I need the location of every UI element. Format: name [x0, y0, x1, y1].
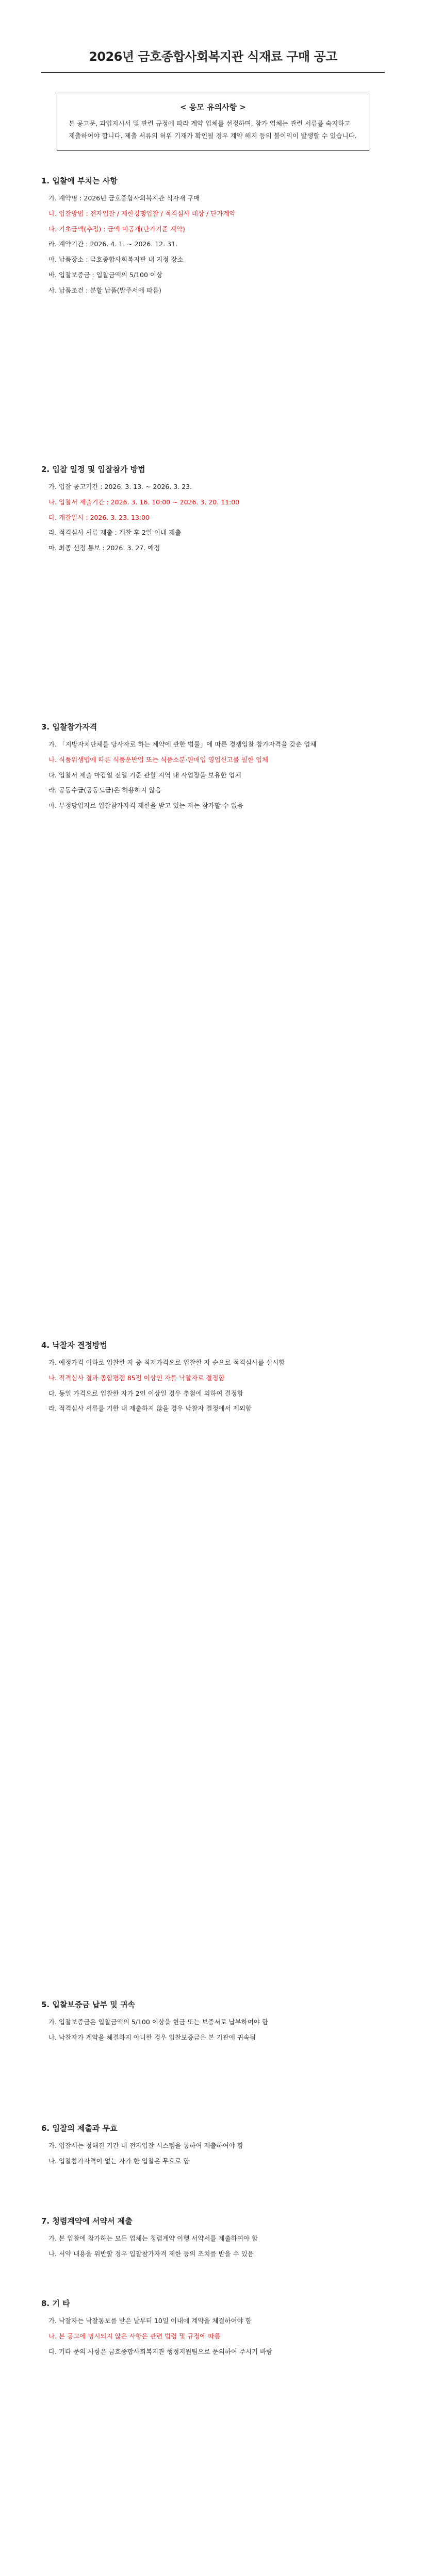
section-title: 3. 입찰참가자격 [41, 722, 97, 732]
section-2 [41, 464, 385, 557]
section-4 [41, 1340, 385, 1418]
section-title: 8. 기 타 [41, 2299, 70, 2308]
section-item: 라. 공동수급(공동도급)은 허용하지 않음 [48, 786, 161, 794]
section-item: 마. 납품장소 : 금호종합사회복지관 내 지정 장소 [48, 256, 184, 263]
section-title: 1. 입찰에 부치는 사항 [41, 176, 118, 185]
notice-heading: < 응모 유의사항 > [180, 103, 246, 112]
section-item: 마. 부정당업자로 입찰참가자격 제한을 받고 있는 자는 참가할 수 없음 [48, 802, 243, 809]
section-item: 가. 입찰 공고기간 : 2026. 3. 13. ~ 2026. 3. 23. [48, 483, 192, 490]
section-item: 라. 적격심사 서류를 기한 내 제출하지 않을 경우 낙찰자 결정에서 제외함 [48, 1404, 252, 1413]
section-item: 가. 예정가격 이하로 입찰한 자 중 최저가격으로 입찰한 자 순으로 적격심사를 실시함 [48, 1359, 285, 1366]
section-7 [41, 2215, 385, 2263]
section-item: 사. 납품조건 : 분할 납품(발주서에 따름) [48, 286, 161, 294]
section-item: 다. 입찰서 제출 마감일 전일 기준 관할 지역 내 사업장을 보유한 업체 [48, 771, 241, 779]
section-item: 나. 입찰서 제출기간 : 2026. 3. 16. 10:00 ~ 2026. 3. 20. 11:00 [48, 498, 240, 506]
section-5 [41, 1999, 385, 2047]
section-item: 가. 입찰보증금은 입찰금액의 5/100 이상을 현금 또는 보증서로 납부하여야 함 [48, 2018, 268, 2026]
section-item: 나. 서약 내용을 위반할 경우 입찰참가자격 제한 등의 조치를 받을 수 있음 [48, 2249, 254, 2258]
section-item: 가. 「지방자치단체를 당사자로 하는 계약에 관한 법률」에 따른 경쟁입찰 참가자격을 갖춘 업체 [48, 740, 317, 748]
page-title: 2026년 금호종합사회복지관 식재료 구매 공고 [89, 49, 337, 64]
notice-box [57, 93, 369, 151]
section-item: 가. 낙찰자는 낙찰통보를 받은 날부터 10일 이내에 계약을 체결하여야 함 [48, 2317, 252, 2325]
section-item: 다. 동일 가격으로 입찰한 자가 2인 이상일 경우 추첨에 의하여 결정함 [48, 1389, 243, 1397]
section-title: 5. 입찰보증금 납부 및 귀속 [41, 2000, 135, 2009]
section-title: 7. 청렴계약에 서약서 제출 [41, 2216, 133, 2226]
section-item: 다. 기타 문의 사항은 금호종합사회복지관 행정지원팀으로 문의하여 주시기 바람 [48, 2347, 273, 2355]
section-item: 다. 개찰일시 : 2026. 3. 23. 13:00 [48, 513, 150, 521]
section-item: 가. 본 입찰에 참가하는 모든 업체는 청렴계약 이행 서약서를 제출하여야 함 [48, 2234, 258, 2242]
section-item: 나. 본 공고에 명시되지 않은 사항은 관련 법령 및 규정에 따름 [48, 2332, 221, 2340]
section-item: 나. 적격심사 결과 종합평점 85점 이상인 자를 낙찰자로 결정함 [48, 1374, 225, 1382]
section-8 [41, 2298, 385, 2361]
section-6 [41, 2123, 385, 2171]
title-divider [41, 72, 385, 73]
section-3 [41, 721, 385, 815]
section-item: 나. 입찰참가자격이 없는 자가 한 입찰은 무효로 함 [48, 2157, 190, 2165]
section-item: 라. 적격심사 서류 제출 : 개찰 후 2일 이내 제출 [48, 529, 182, 537]
section-item: 마. 최종 선정 통보 : 2026. 3. 27. 예정 [48, 544, 160, 552]
section-item: 나. 입찰방법 : 전자입찰 / 제한경쟁입찰 / 적격심사 대상 / 단가계약 [48, 209, 236, 217]
section-title: 6. 입찰의 제출과 무효 [41, 2124, 118, 2133]
section-item: 라. 계약기간 : 2026. 4. 1. ~ 2026. 12. 31. [48, 240, 177, 248]
section-title: 4. 낙찰자 결정방법 [41, 1341, 108, 1350]
section-item: 바. 입찰보증금 : 입찰금액의 5/100 이상 [48, 270, 163, 279]
section-item: 나. 낙찰자가 계약을 체결하지 아니한 경우 입찰보증금은 본 기관에 귀속됨 [48, 2033, 256, 2041]
section-item: 가. 계약명 : 2026년 금호종합사회복지관 식자재 구매 [48, 194, 200, 202]
notice-body: 본 공고문, 과업지시서 및 관련 규정에 따라 계약 업체를 선정하며, 참가 업체는 관련 서류를 숙지하고 제출하여야 합니다. 제출 서류의 허위 기재가 확인될 경우 계약 해지 등의 불이익이 발생할 수 있습니다. [69, 120, 357, 140]
section-item: 가. 입찰서는 정해진 기간 내 전자입찰 시스템을 통하여 제출하여야 함 [48, 2142, 243, 2149]
section-item: 나. 식품위생법에 따른 식품운반업 또는 식품소분·판매업 영업신고를 필한 업체 [48, 755, 269, 764]
section-title: 2. 입찰 일정 및 입찰참가 방법 [41, 465, 145, 474]
section-1 [41, 175, 385, 299]
section-item: 다. 기초금액(추정) : 금액 미공개(단가기준 계약) [48, 225, 185, 233]
